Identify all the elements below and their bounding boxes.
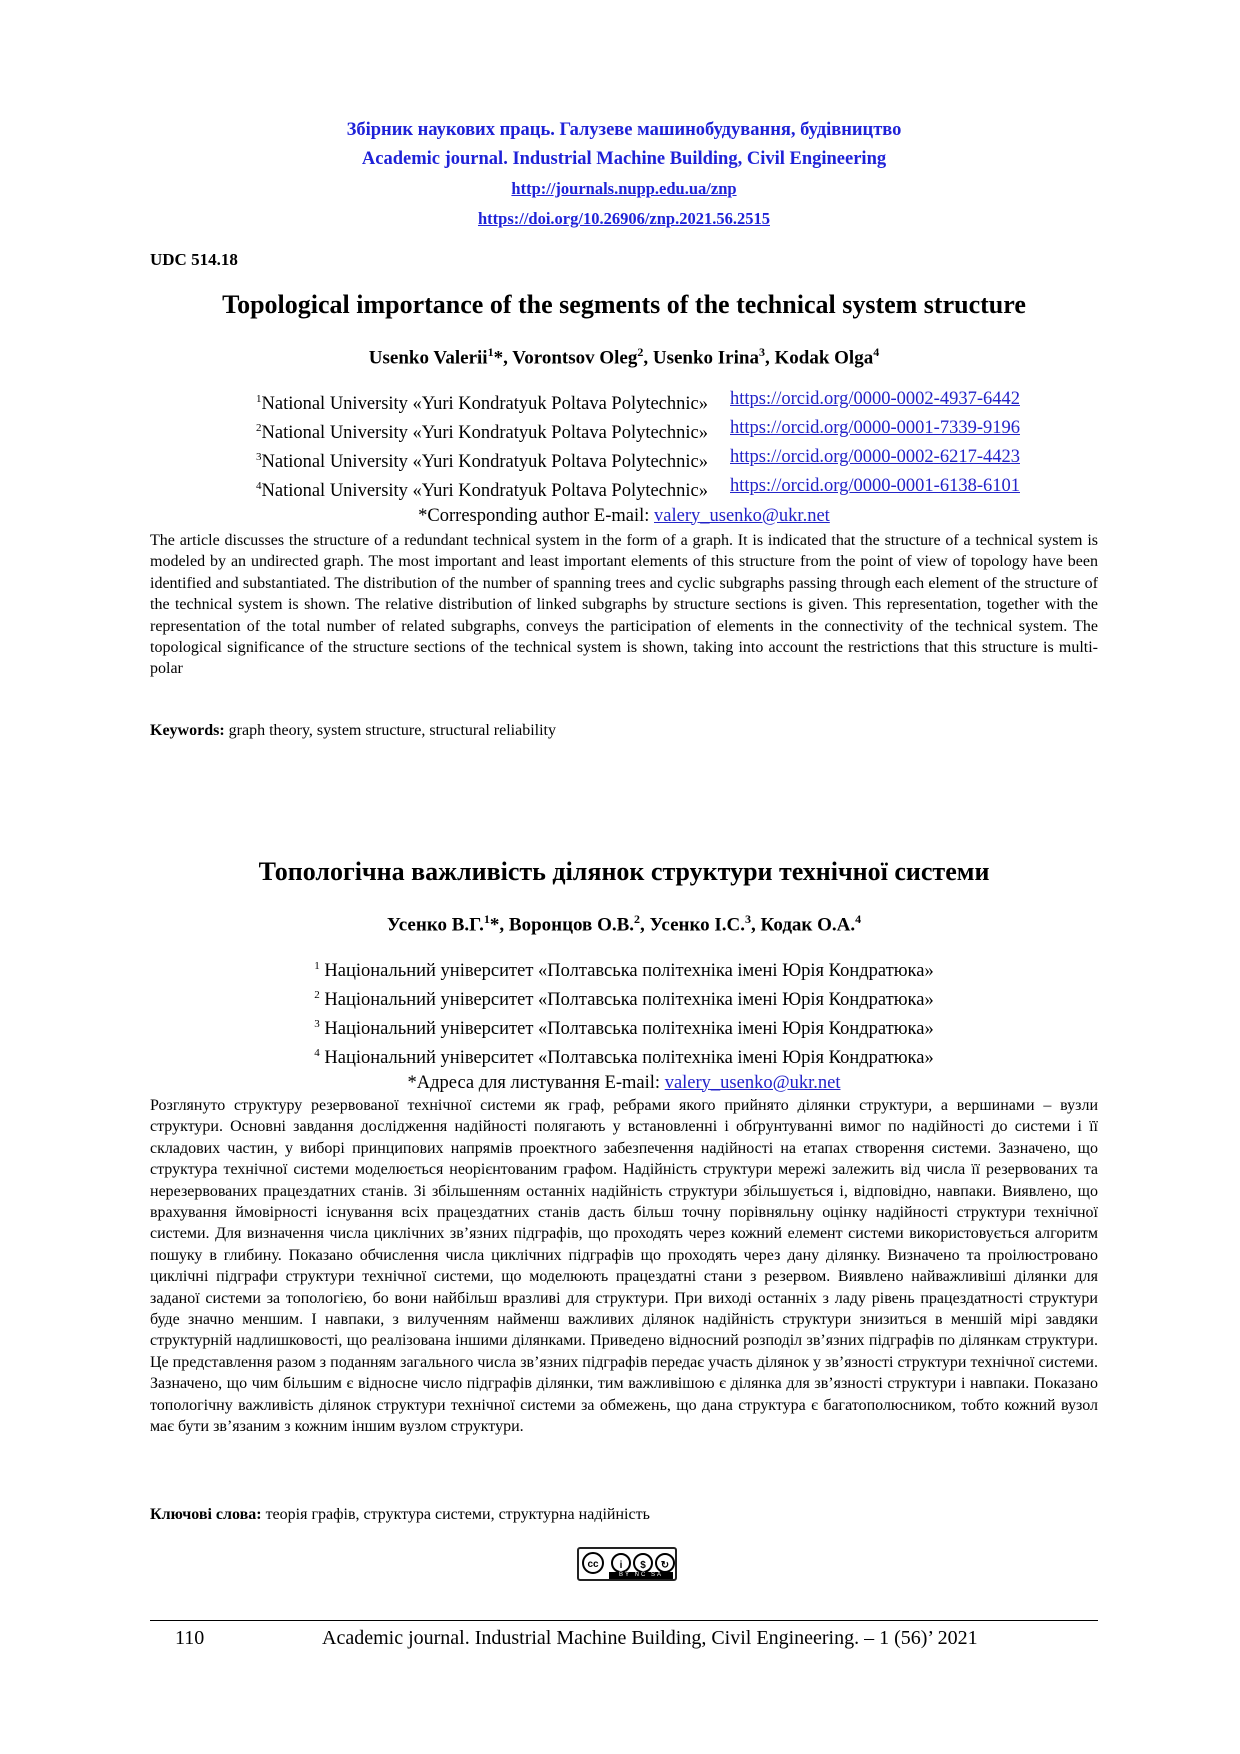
authors-ua: Усенко В.Г.$^1$*, Воронцов О.В.$^2$, Усенко І.С.$^3$, Кодак О.А.$^4$ <box>386 912 862 936</box>
affiliation-row: $^2$ Національний університет «Полтавська політехніка імені Юрія Кондратюка» <box>314 989 934 1011</box>
author-name: Usenko Irina <box>652 347 759 369</box>
journal-title-en: Academic journal. Industrial Machine Building, Civil Engineering <box>361 149 887 169</box>
article-title-en: Topological importance of the segments of the technical system structure <box>222 290 1026 319</box>
author-name: Усенко В.Г. <box>386 914 484 936</box>
orcid-link[interactable]: https://orcid.org/0000-0001-6138-6101 <box>730 476 1020 497</box>
affiliation-row: $^2$National University «Yuri Kondratyuk Poltava Polytechnic» https://orcid.org/0000-0001-7339-9196 <box>150 416 1098 445</box>
corresponding-author-ua: *Адреса для листування E-mail: valery_usenko@ukr.net <box>407 1072 841 1093</box>
affiliation-row: $^3$National University «Yuri Kondratyuk Poltava Polytechnic» https://orcid.org/0000-0002-6217-4423 <box>150 445 1098 474</box>
journal-title-ua: Збірник наукових праць. Галузеве машинобудування, будівництво <box>346 120 902 140</box>
affiliations-en <box>150 387 1098 528</box>
abstract-en: The article discusses the structure of a redundant technical system in the form of a graph. It is indicated that the structure of a technical system is modeled by an undirected graph. The most important and least important elements of this structure from the point of view of topology have been identified and substantiated. The distribution of the number of spanning trees and cyclic subgraphs passing through each element of the structure of the technical system is shown. The relative distribution of linked subgraphs by structure sections is given. This representation, together with the representation of the total number of related subgraphs, conveys the participation of elements in the connectivity of the technical system. The topological significance of the structure sections of the technical system is shown, taking into account the restrictions that this structure is multipolar <box>150 532 1098 678</box>
orcid-link[interactable]: https://orcid.org/0000-0002-4937-6442 <box>730 389 1020 409</box>
keywords-label: Keywords: <box>150 722 225 739</box>
affiliation-row: $^4$National University «Yuri Kondratyuk Poltava Polytechnic» https://orcid.org/0000-0001-6138-6101 <box>150 474 1098 503</box>
email-link[interactable]: valery_usenko@ukr.net <box>664 1072 841 1093</box>
cc-icon: cc <box>582 1552 604 1574</box>
udc-code: UDC 514.18 <box>150 250 238 269</box>
doi-link[interactable]: https://doi.org/10.26906/znp.2021.56.2515 <box>478 209 770 228</box>
share-alike-icon: ↻ <box>655 1553 675 1573</box>
orcid-link[interactable]: https://orcid.org/0000-0002-6217-4423 <box>730 447 1020 468</box>
no-money-icon: $ <box>633 1553 653 1573</box>
journal-header <box>150 116 1098 234</box>
footer-rule <box>150 1620 1098 1621</box>
author-name: Usenko Valerii <box>368 347 488 369</box>
abstract-ua: Розглянуто структуру резервованої технічної системи як граф, ребрами якого прийнято ділянки структури, а вершинами – вузли структури. Основні завдання дослідження надійності полягають у встановленні і обґрунтуванні вимог по надійності до системи і її складових частин, у виборі принципових напрямів проектного забезпечення надійності на етапах створення системи. Зазначено, що структура технічної системи моделюється неорієнтованим графом. Надійність структури мережі залежить від числа її резервованих та нерезервованих працездатних станів. Зі збільшенням останніх надійність структури збільшується і, відповідно, навпаки. Виявлено, що врахування ймовірності існування всіх працездатних станів дасть більш точну порівняльну оцінку надійності структури технічної системи. Для визначення числа циклічних зв’язних підграфів, що проходять через кожний елемент системи використовується алгоритм пошуку в глибину. Показано обчислення числа циклічних підграфів що проходять через дану ділянку. Визначено та проілюстровано циклічні підграфи структури технічної системи, що моделюють працездатні стани з резервом. Виявлено найважливіші ділянки для заданої системи за топологією, бо вони найбільш вразливі для структури. При виході останніх з ладу рівень працездатності структури буде значно меншим. І навпаки, з вилученням найменш важливих ділянок надійність структури знизиться в меншій мірі завдяки структурній надлишковості, що реалізована іншими ділянками. Приведено відносний розподіл зв’язних підграфів по ділянкам структури. Це представлення разом з поданням загального числа зв’язних підграфів передає участь ділянок у зв’язності структури технічної системи. Зазначено, що чим більшим є відносне число підграфів ділянки, тим важливішою є ділянка для зв’язності структури і навпаки. Показано топологічну важливість ділянок структури технічної системи за обмежень, що дана структура є багатополюсником, тобто кожний вузол має бути зв’язаним з кожним іншим вузлом структури. <box>150 1097 1098 1436</box>
keywords-label: Ключові слова: <box>150 1506 262 1523</box>
keywords-en: Keywords: graph theory, system structure, structural reliability <box>150 722 556 739</box>
person-icon: i <box>611 1553 631 1573</box>
cc-by-nc-sa-icon[interactable] <box>577 1547 677 1581</box>
author-name: Kodak Olga <box>774 347 874 369</box>
page-number: 110 <box>175 1627 205 1649</box>
keywords-ua: Ключові слова: теорія графів, структура системи, структурна надійність <box>150 1506 650 1523</box>
author-name: Кодак О.А. <box>760 914 856 936</box>
email-link[interactable]: valery_usenko@ukr.net <box>654 505 830 526</box>
journal-url-link[interactable]: http://journals.nupp.edu.ua/znp <box>511 179 737 198</box>
author-name: Воронцов О.В. <box>508 914 635 936</box>
orcid-link[interactable]: https://orcid.org/0000-0001-7339-9196 <box>730 418 1020 439</box>
footer-journal: Academic journal. Industrial Machine Building, Civil Engineering. – 1 (56)’ 2021 <box>322 1627 978 1649</box>
corresponding-author-en: *Corresponding author E-mail: valery_usenko@ukr.net <box>418 505 830 526</box>
license-label: BY NC SA <box>609 1572 673 1579</box>
authors-en: Usenko Valerii$^1$*, Vorontsov Oleg$^2$, Usenko Irina$^3$, Kodak Olga$^4$ <box>368 345 880 369</box>
affiliation-row: $^4$ Національний університет «Полтавська політехніка імені Юрія Кондратюка» <box>314 1047 934 1069</box>
author-name: Усенко І.С. <box>649 914 746 936</box>
author-name: Vorontsov Oleg <box>512 347 638 369</box>
affiliation-row: $^3$ Національний університет «Полтавська політехніка імені Юрія Кондратюка» <box>314 1018 934 1040</box>
affiliations-ua <box>150 954 1098 1095</box>
article-title-ua: Топологічна важливість ділянок структури технічної системи <box>258 857 990 886</box>
affiliation-row: $^1$National University «Yuri Kondratyuk Poltava Polytechnic» https://orcid.org/0000-0002-4937-6442 <box>150 387 1098 416</box>
affiliation-row: $^1$ Національний університет «Полтавська політехніка імені Юрія Кондратюка» <box>314 960 934 982</box>
